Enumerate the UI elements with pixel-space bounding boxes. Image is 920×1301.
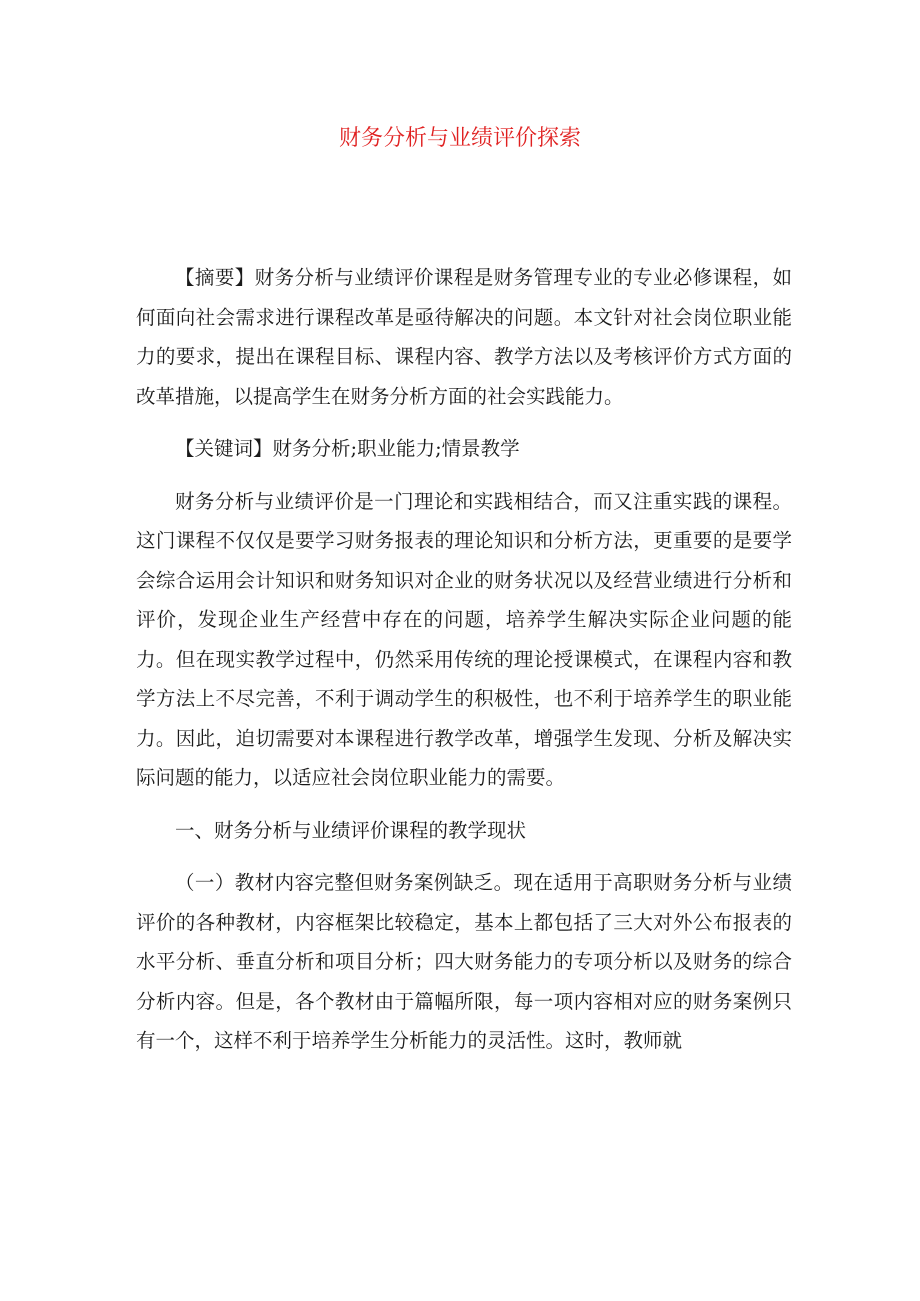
keywords-paragraph xyxy=(136,429,792,469)
abstract-text: 财务分析与业绩评价课程是财务管理专业的专业必修课程，如何面向社会需求进行课程改革是亟待解决的问题。本文针对社会岗位职业能力的要求，提出在课程目标、课程内容、教学方法以及考核评价方式方面的改革措施，以提高学生在财务分析方面的社会实践能力。 xyxy=(136,266,792,408)
keywords-text: 财务分析;职业能力;情景教学 xyxy=(272,437,520,460)
section-heading: 一、财务分析与业绩评价课程的教学现状 xyxy=(175,818,527,842)
abstract-label: 【摘要】 xyxy=(175,266,255,289)
section-paragraph: （一）教材内容完整但财务案例缺乏。现在适用于高职财务分析与业绩评价的各种教材，内容框架比较稳定，基本上都包括了三大对外公布报表的水平分析、垂直分析和项目分析；四大财务能力的专项分析以及财务的综合分析内容。但是，各个教材由于篇幅所限，每一项内容相对应的财务案例只有一个，这样不利于培养学生分析能力的灵活性。这时，教师就 xyxy=(136,871,792,1052)
document-body xyxy=(136,258,792,1074)
document-title: 财务分析与业绩评价探索 xyxy=(338,126,581,151)
keywords-label: 【关键词】 xyxy=(175,437,273,460)
intro-paragraph: 财务分析与业绩评价是一门理论和实践相结合，而又注重实践的课程。这门课程不仅仅是要学习财务报表的理论知识和分析方法，更重要的是要学会综合运用会计知识和财务知识对企业的财务状况以及经营业绩进行分析和评价，发现企业生产经营中存在的问题，培养学生解决实际企业问题的能力。但在现实教学过程中，仍然采用传统的理论授课模式，在课程内容和教学方法上不尽完善，不利于调动学生的积极性，也不利于培养学生的职业能力。因此，迫切需要对本课程进行教学改革，增强学生发现、分析及解决实际问题的能力，以适应社会岗位职业能力的需要。 xyxy=(136,489,792,789)
abstract-paragraph xyxy=(136,258,792,416)
